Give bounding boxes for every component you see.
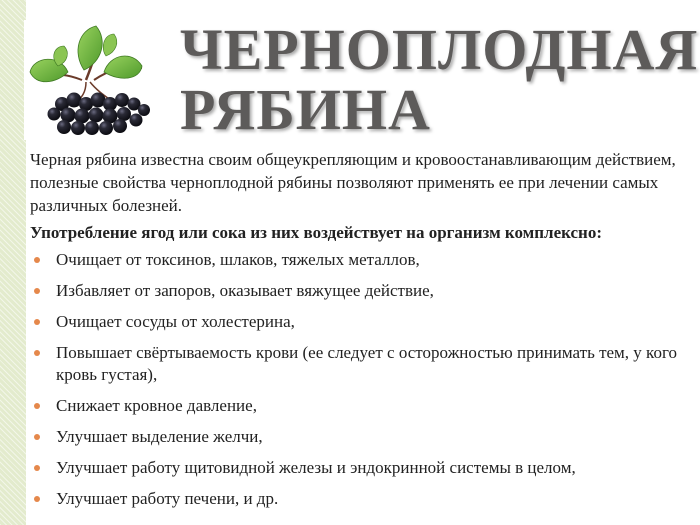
- intro-paragraph: Черная рябина известна своим общеукрепляющим и кровоостанавливающим действием, полезные свойства черноплодной рябины позволяют применять ее при лечении самых различных болезней.: [30, 150, 676, 215]
- bullet-icon: [34, 319, 40, 325]
- bullet-icon: [34, 403, 40, 409]
- bullet-icon: [34, 257, 40, 263]
- list-item: [30, 311, 690, 333]
- list-item-text: Улучшает работу печени, и др.: [56, 489, 279, 508]
- chokeberry-image: [24, 20, 174, 140]
- bullet-icon: [34, 465, 40, 471]
- list-item-text: Избавляет от запоров, оказывает вяжущее действие,: [56, 281, 434, 300]
- list-item: [30, 395, 690, 417]
- bullet-icon: [34, 350, 40, 356]
- title-line-1: ЧЕРНОПЛОДНАЯ: [180, 17, 699, 82]
- list-item-text: Улучшает работу щитовидной железы и эндокринной системы в целом,: [56, 458, 576, 477]
- list-item: [30, 342, 690, 386]
- list-item-text: Повышает свёртываемость крови (ее следует с осторожностью принимать тем, у кого кровь густая),: [56, 343, 678, 384]
- bullet-icon: [34, 434, 40, 440]
- list-item: [30, 280, 690, 302]
- list-item-text: Очищает от токсинов, шлаков, тяжелых металлов,: [56, 250, 420, 269]
- list-item: [30, 426, 690, 448]
- list-item: [30, 488, 690, 510]
- list-item: [30, 457, 690, 479]
- chokeberry-illustration: [24, 20, 174, 140]
- subheading: Употребление ягод или сока из них воздействует на организм комплексно:: [30, 223, 602, 242]
- bullet-icon: [34, 496, 40, 502]
- bullet-icon: [34, 288, 40, 294]
- list-item-text: Очищает сосуды от холестерина,: [56, 312, 295, 331]
- list-item: [30, 249, 690, 271]
- slide-title: [180, 17, 699, 142]
- title-line-2: РЯБИНА: [180, 77, 431, 142]
- list-item-text: Улучшает выделение желчи,: [56, 427, 263, 446]
- benefits-list: [30, 249, 690, 519]
- berries-cluster: [48, 93, 151, 136]
- list-item-text: Снижает кровное давление,: [56, 396, 257, 415]
- decorative-stripe: [0, 0, 26, 525]
